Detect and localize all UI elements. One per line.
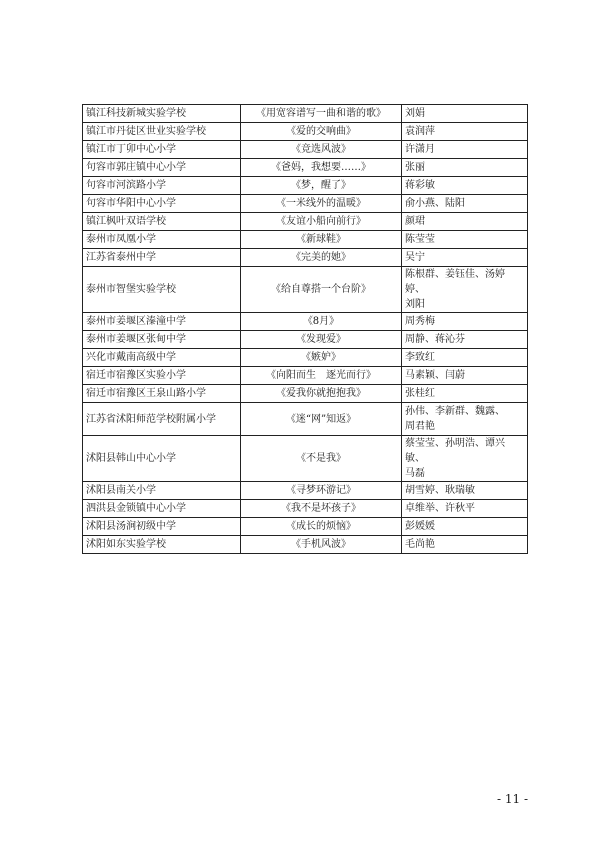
- school-cell: 泰州市姜堰区张甸中学: [83, 331, 241, 349]
- table-row: [83, 213, 528, 231]
- author-line: 俞小燕、陆阳: [405, 198, 465, 209]
- awards-table: [82, 104, 528, 554]
- work-title-cell: 《发现爱》: [241, 331, 402, 349]
- author-cell: [402, 349, 528, 367]
- author-line: 周君艳: [405, 421, 435, 432]
- author-cell: [402, 536, 528, 554]
- author-line: 吴宁: [405, 252, 425, 263]
- table-row: [83, 159, 528, 177]
- table-row: [83, 177, 528, 195]
- work-title-cell: 《爱我你就抱抱我》: [241, 385, 402, 403]
- author-line: 毛尚艳: [405, 539, 435, 550]
- work-title-cell: 《迷“网”知返》: [241, 403, 402, 436]
- table-row: [83, 141, 528, 159]
- work-title-cell: 《竞选风波》: [241, 141, 402, 159]
- school-cell: 泰州市凤凰小学: [83, 231, 241, 249]
- work-title-cell: 《我不是坏孩子》: [241, 500, 402, 518]
- school-cell: 句容市华阳中心小学: [83, 195, 241, 213]
- table-row: [83, 267, 528, 313]
- author-cell: [402, 385, 528, 403]
- work-title-cell: 《成长的烦恼》: [241, 518, 402, 536]
- author-line: 周静、蒋沁芬: [405, 334, 465, 345]
- page-number: - 11 -: [496, 792, 528, 806]
- author-cell: [402, 213, 528, 231]
- work-title-cell: 《完美的她》: [241, 249, 402, 267]
- author-cell: [402, 141, 528, 159]
- school-cell: 沭阳县韩山中心小学: [83, 436, 241, 482]
- author-line: 卓维举、许秋平: [405, 503, 475, 514]
- work-title-cell: 《手机风波》: [241, 536, 402, 554]
- author-cell: [402, 159, 528, 177]
- author-line: 李致红: [405, 352, 435, 363]
- table-row: [83, 536, 528, 554]
- school-cell: 泰州市智堡实验学校: [83, 267, 241, 313]
- school-cell: 兴化市戴南高级中学: [83, 349, 241, 367]
- work-title-cell: 《友谊小船向前行》: [241, 213, 402, 231]
- author-cell: [402, 267, 528, 313]
- school-cell: 江苏省泰州中学: [83, 249, 241, 267]
- table-row: [83, 249, 528, 267]
- author-line: 胡雪婷、耿瑞敏: [405, 485, 475, 496]
- awards-table-body: [83, 105, 528, 554]
- author-cell: [402, 313, 528, 331]
- author-cell: [402, 436, 528, 482]
- work-title-cell: 《嫉妒》: [241, 349, 402, 367]
- school-cell: 沭阳县汤涧初级中学: [83, 518, 241, 536]
- work-title-cell: 《一米线外的温暖》: [241, 195, 402, 213]
- author-line: 蔡莹莹、孙明浩、谭兴敏、: [405, 438, 505, 464]
- author-line: 马素颖、闫蔚: [405, 370, 465, 381]
- table-row: [83, 331, 528, 349]
- author-cell: [402, 123, 528, 141]
- school-cell: 句容市郭庄镇中心小学: [83, 159, 241, 177]
- school-cell: 泗洪县金锁镇中心小学: [83, 500, 241, 518]
- author-line: 张丽: [405, 162, 425, 173]
- work-title-cell: 《新球鞋》: [241, 231, 402, 249]
- school-cell: 宿迁市宿豫区实验小学: [83, 367, 241, 385]
- school-cell: 镇江市丁卯中心小学: [83, 141, 241, 159]
- table-row: [83, 105, 528, 123]
- author-line: 许潇月: [405, 144, 435, 155]
- author-cell: [402, 195, 528, 213]
- author-line: 刘阳: [405, 299, 425, 310]
- table-row: [83, 313, 528, 331]
- table-row: [83, 349, 528, 367]
- table-row: [83, 231, 528, 249]
- school-cell: 句容市河滨路小学: [83, 177, 241, 195]
- author-line: 袁润萍: [405, 126, 435, 137]
- work-title-cell: 《爱的交响曲》: [241, 123, 402, 141]
- author-line: 陈莹莹: [405, 234, 435, 245]
- table-row: [83, 385, 528, 403]
- author-line: 陈根群、姜钰佳、汤婷婷、: [405, 269, 505, 295]
- school-cell: 镇江科技新城实验学校: [83, 105, 241, 123]
- author-cell: [402, 105, 528, 123]
- author-line: 蒋彩敏: [405, 180, 435, 191]
- school-cell: 镇江市丹徒区世业实验学校: [83, 123, 241, 141]
- school-cell: 沭阳县南关小学: [83, 482, 241, 500]
- author-cell: [402, 331, 528, 349]
- work-title-cell: 《梦，醒了》: [241, 177, 402, 195]
- table-row: [83, 518, 528, 536]
- work-title-cell: 《爸妈，我想要……》: [241, 159, 402, 177]
- author-cell: [402, 482, 528, 500]
- table-row: [83, 500, 528, 518]
- work-title-cell: 《用宽容谱写一曲和谐的歌》: [241, 105, 402, 123]
- author-line: 刘娟: [405, 108, 425, 119]
- author-cell: [402, 177, 528, 195]
- school-cell: 镇江枫叶双语学校: [83, 213, 241, 231]
- author-cell: [402, 231, 528, 249]
- author-line: 颜珺: [405, 216, 425, 227]
- table-row: [83, 436, 528, 482]
- work-title-cell: 《给自尊搭一个台阶》: [241, 267, 402, 313]
- author-line: 孙伟、李新群、魏露、: [405, 406, 505, 417]
- work-title-cell: 《8月》: [241, 313, 402, 331]
- table-row: [83, 403, 528, 436]
- school-cell: 沭阳如东实验学校: [83, 536, 241, 554]
- author-cell: [402, 403, 528, 436]
- author-line: 张桂红: [405, 388, 435, 399]
- author-cell: [402, 500, 528, 518]
- author-line: 彭媛媛: [405, 521, 435, 532]
- work-title-cell: 《不是我》: [241, 436, 402, 482]
- table-row: [83, 482, 528, 500]
- work-title-cell: 《寻梦环游记》: [241, 482, 402, 500]
- author-cell: [402, 518, 528, 536]
- table-row: [83, 367, 528, 385]
- author-cell: [402, 249, 528, 267]
- table-row: [83, 195, 528, 213]
- school-cell: 江苏省沭阳师范学校附属小学: [83, 403, 241, 436]
- author-cell: [402, 367, 528, 385]
- table-row: [83, 123, 528, 141]
- work-title-cell: 《向阳而生 逐光而行》: [241, 367, 402, 385]
- author-line: 周秀梅: [405, 316, 435, 327]
- author-line: 马磊: [405, 468, 425, 479]
- school-cell: 宿迁市宿豫区王泉山路小学: [83, 385, 241, 403]
- school-cell: 泰州市姜堰区溱潼中学: [83, 313, 241, 331]
